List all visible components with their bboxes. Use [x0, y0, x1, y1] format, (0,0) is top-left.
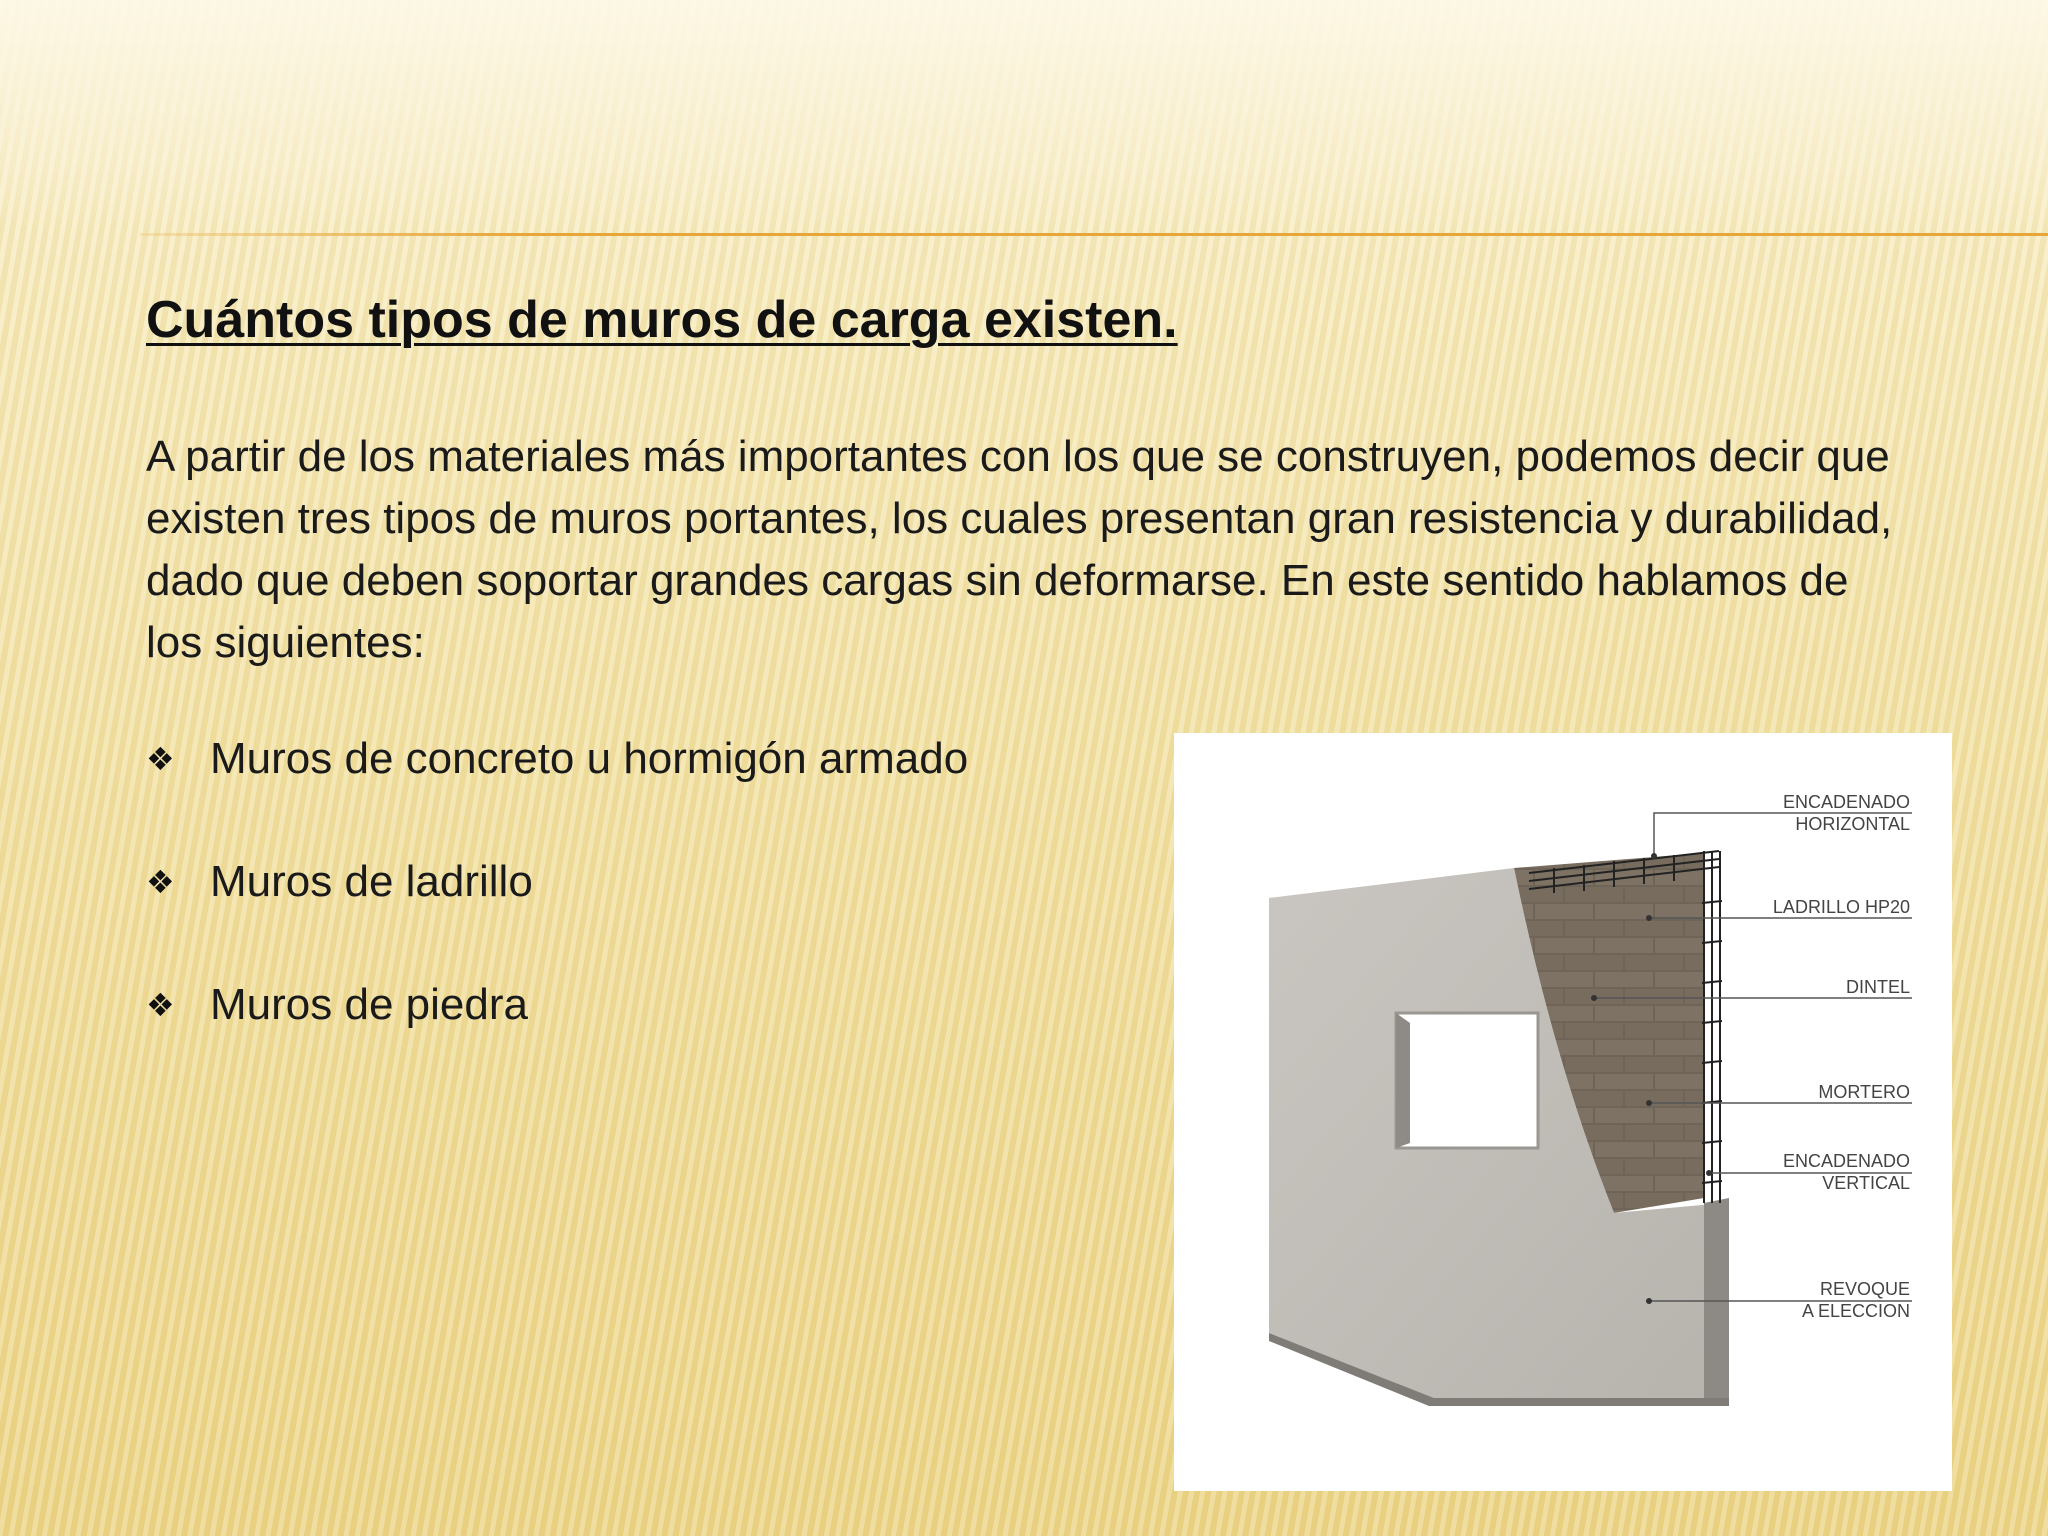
- diamond-fleuron-icon: ❖: [146, 740, 175, 778]
- wall-diagram-figure: [1174, 733, 1952, 1491]
- title-divider: [140, 233, 2048, 236]
- list-item: [146, 974, 968, 1036]
- label-revoque-2: A ELECCION: [1801, 1301, 1910, 1321]
- list-item-text: Muros de piedra: [210, 980, 528, 1029]
- wall-diagram: [1174, 733, 1952, 1491]
- list-item: [146, 728, 968, 790]
- label-mortero: MORTERO: [1818, 1082, 1910, 1102]
- label-encadenado-horizontal-1: ENCADENADO: [1782, 792, 1910, 812]
- wall-edge: [1704, 1198, 1729, 1398]
- window-opening: [1396, 1013, 1538, 1148]
- label-encadenado-horizontal-2: HORIZONTAL: [1795, 814, 1910, 834]
- label-dintel: DINTEL: [1845, 977, 1910, 997]
- slide-title: Cuántos tipos de muros de carga existen.: [146, 291, 1178, 349]
- label-encadenado-vertical-2: VERTICAL: [1822, 1173, 1910, 1193]
- label-encadenado-vertical-1: ENCADENADO: [1782, 1151, 1910, 1171]
- label-revoque-1: REVOQUE: [1819, 1279, 1910, 1299]
- list-item-text: Muros de concreto u hormigón armado: [210, 734, 969, 783]
- list-item-text: Muros de ladrillo: [210, 857, 533, 906]
- header-fade: [0, 0, 2048, 230]
- label-ladrillo: LADRILLO HP20: [1772, 897, 1910, 917]
- diamond-fleuron-icon: ❖: [146, 986, 175, 1024]
- list-item: [146, 851, 968, 913]
- diamond-fleuron-icon: ❖: [146, 863, 175, 901]
- intro-paragraph: A partir de los materiales más importantes con los que se construyen, podemos decir que existen tres tipos de muros portantes, los cuales presentan gran resistencia y durabilidad, dado que deben soportar grandes cargas sin deformarse. En este sentido hablamos de los siguientes:: [146, 432, 1893, 667]
- wall-types-list: [146, 728, 968, 1097]
